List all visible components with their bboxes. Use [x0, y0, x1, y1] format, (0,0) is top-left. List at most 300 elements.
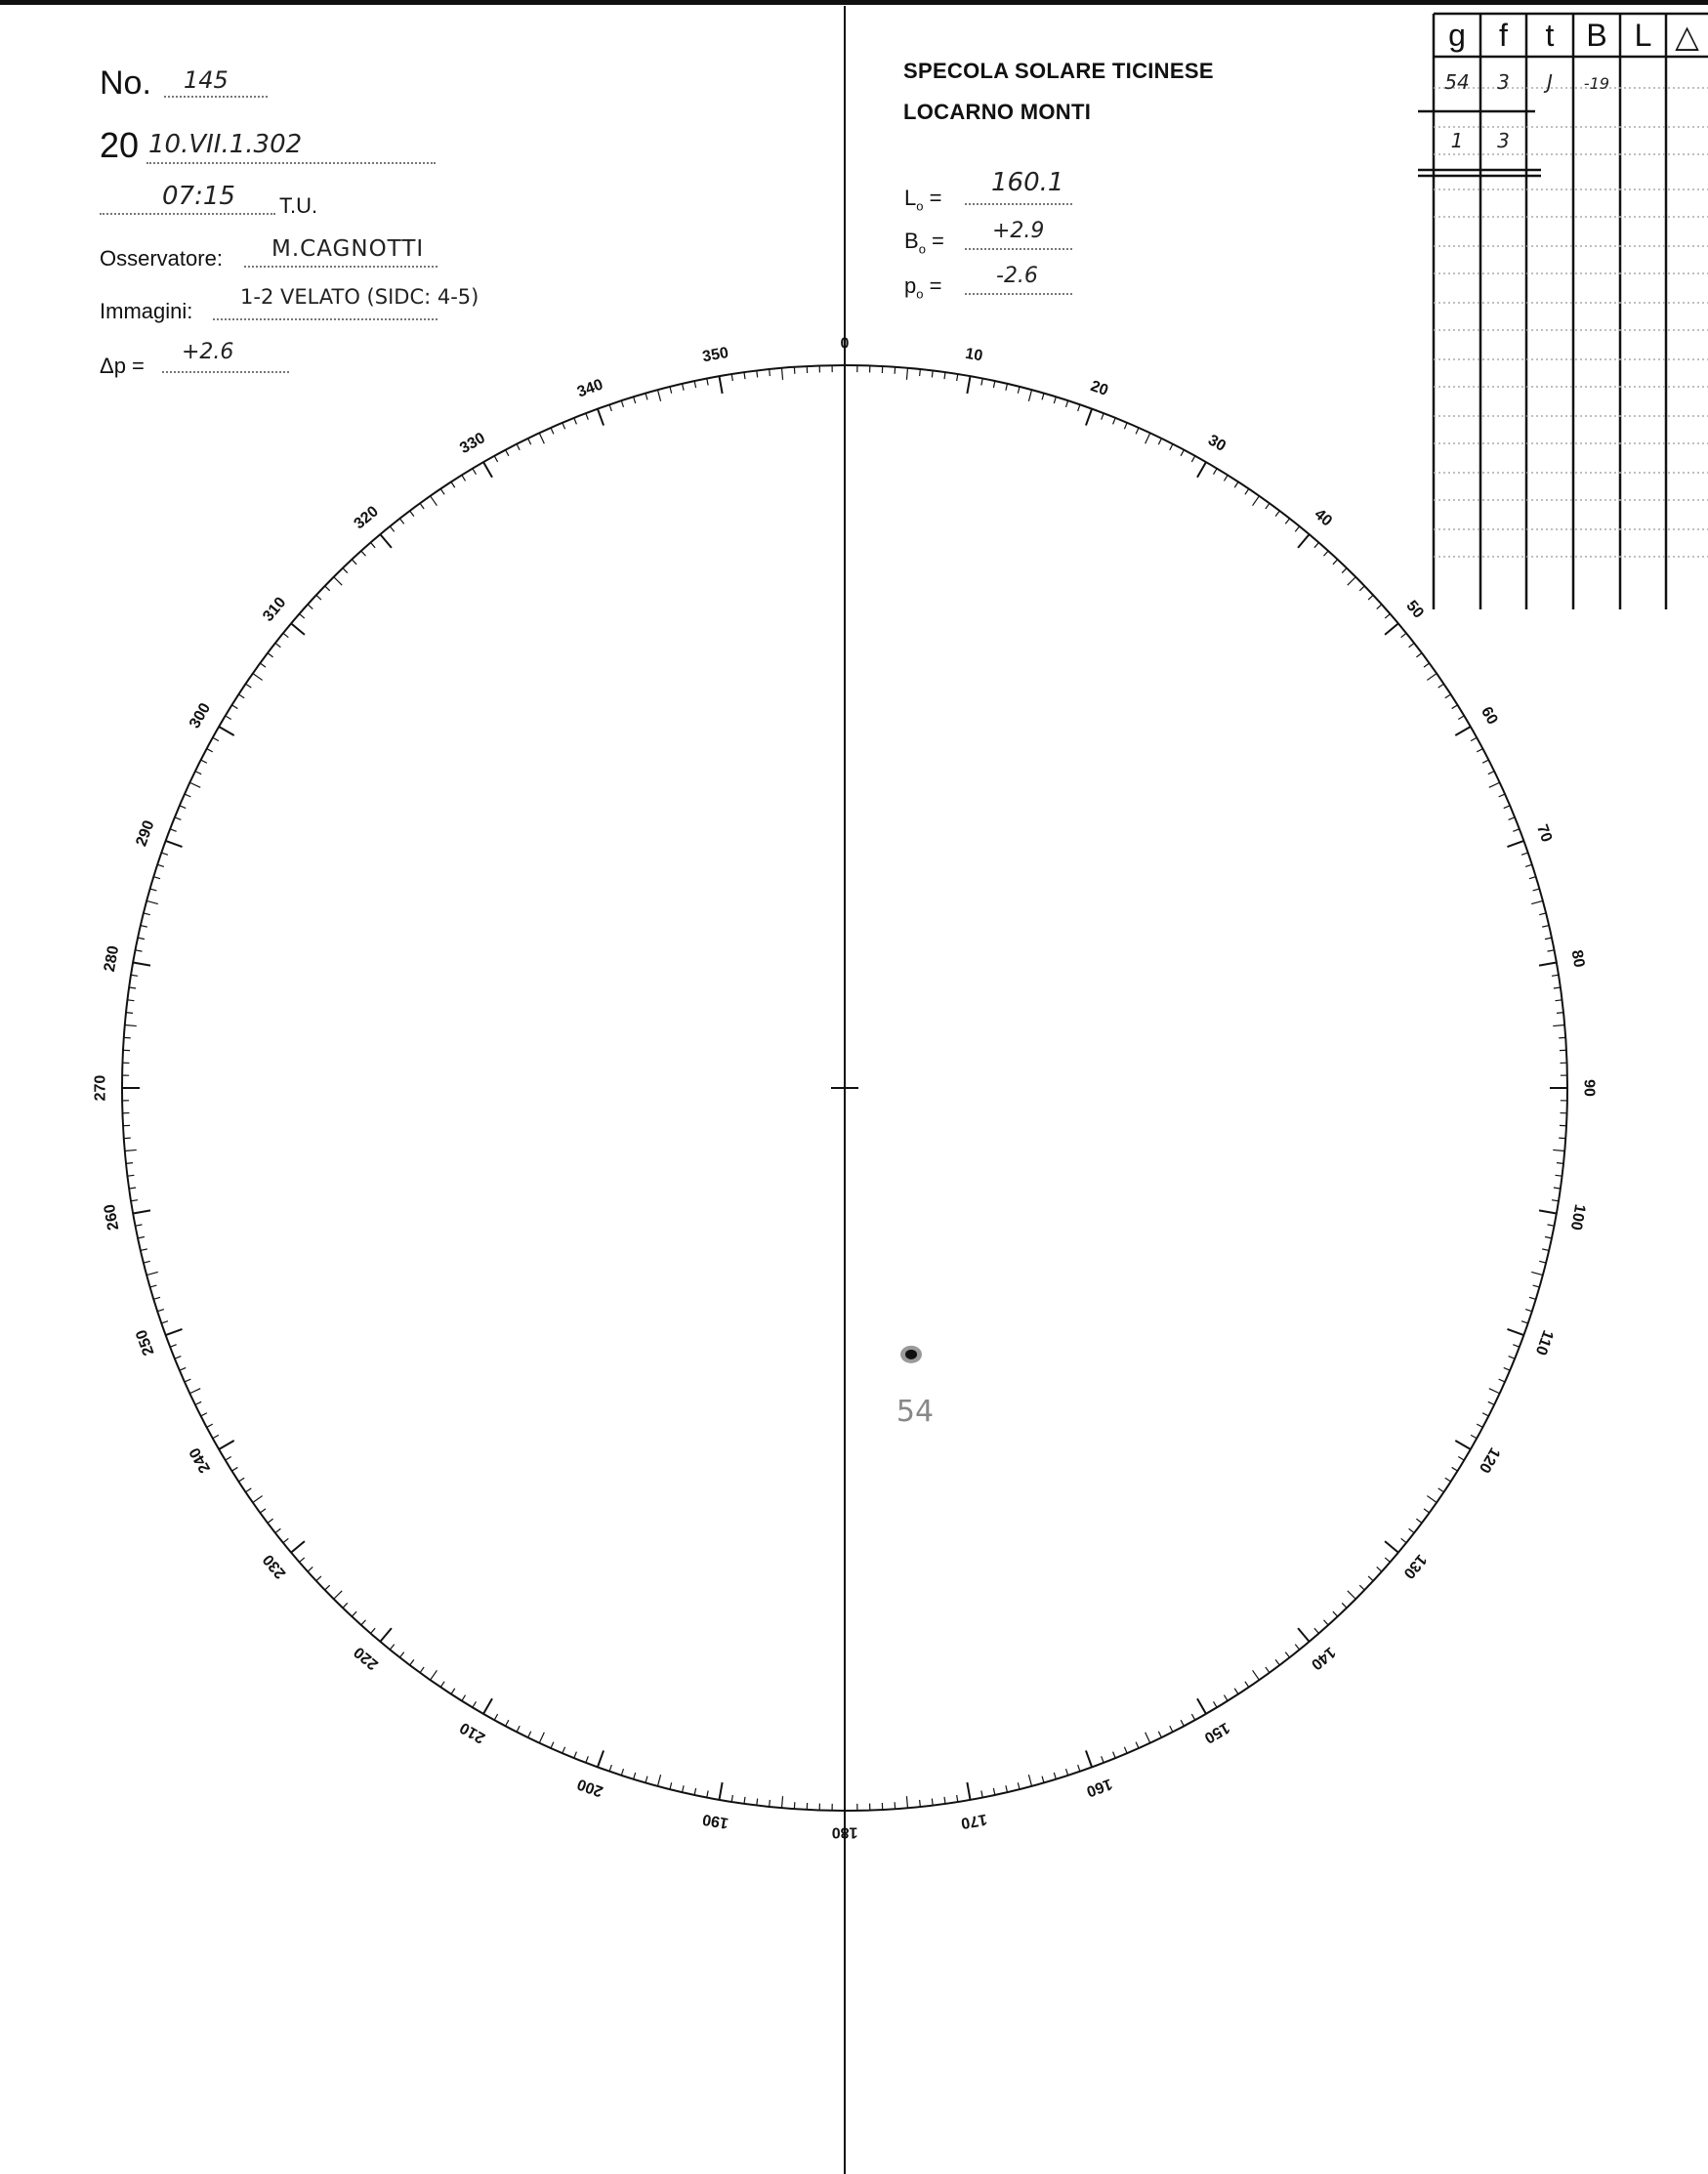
degree-tick [133, 1210, 150, 1213]
degree-tick [1385, 623, 1398, 635]
degree-tick [586, 413, 589, 420]
degree-tick [562, 423, 565, 429]
degree-tick [1348, 577, 1355, 585]
degree-tick [440, 489, 444, 495]
degree-tick [231, 705, 237, 709]
degree-tick [1525, 864, 1532, 866]
degree-tick [146, 900, 158, 903]
degree-tick [1285, 1652, 1289, 1658]
degree-tick [1191, 1714, 1194, 1720]
degree-tick [1477, 1424, 1482, 1427]
degree-tick [1542, 926, 1549, 928]
degree-tick [195, 1401, 201, 1404]
observatory-location: LOCARNO MONTI [903, 100, 1092, 124]
number-label: No. [100, 64, 151, 102]
degree-tick [138, 1236, 145, 1237]
degree-label: 10 [964, 345, 984, 365]
degree-tick [1521, 853, 1528, 855]
degree-tick [226, 716, 231, 720]
degree-tick [1438, 1488, 1444, 1492]
degree-tick [246, 1488, 252, 1492]
degree-tick [782, 368, 783, 380]
degree-label: 170 [959, 1810, 988, 1832]
degree-label: 80 [1567, 948, 1588, 969]
degree-tick [1401, 633, 1406, 637]
degree-tick [1314, 543, 1319, 548]
degree-tick [1458, 716, 1464, 720]
degree-tick [1424, 1509, 1430, 1513]
degree-tick [1504, 806, 1510, 809]
degree-tick [1245, 1682, 1249, 1688]
degree-tick [757, 371, 758, 378]
degree-label: 90 [1580, 1079, 1598, 1097]
degree-tick [410, 1659, 414, 1665]
degree-tick [126, 1013, 133, 1014]
degree-tick [1146, 1733, 1150, 1743]
degree-tick [253, 1496, 263, 1503]
degree-tick [144, 913, 150, 915]
degree-tick [1553, 1025, 1564, 1026]
degree-tick [1006, 384, 1008, 391]
b0-label: $B_o$ = [904, 229, 944, 257]
degree-tick [316, 1576, 321, 1581]
degree-tick [1342, 568, 1347, 573]
degree-tick [1266, 503, 1270, 509]
degree-tick [670, 1782, 672, 1789]
degree-label: 70 [1533, 822, 1556, 845]
observatory-name: SPECOLA SOLARE TICINESE [903, 59, 1214, 83]
degree-tick [1066, 400, 1068, 407]
degree-label: 260 [101, 1202, 123, 1232]
degree-tick [150, 1285, 157, 1287]
degree-tick [195, 772, 201, 774]
degree-tick [1545, 1236, 1552, 1237]
degree-tick [1086, 1750, 1092, 1767]
degree-tick [906, 368, 907, 380]
degree-tick [352, 560, 356, 564]
images-label: Immagini: [100, 299, 193, 323]
degree-tick [1333, 560, 1338, 564]
degree-tick [153, 1297, 160, 1299]
degree-tick [352, 1611, 356, 1616]
degree-label: 290 [133, 817, 158, 849]
degree-tick [1181, 450, 1184, 456]
degree-tick [528, 439, 531, 444]
degree-tick [1556, 1175, 1562, 1176]
degree-tick [621, 1769, 623, 1776]
degree-tick [646, 394, 647, 400]
degree-label: 150 [1201, 1718, 1232, 1746]
degree-tick [1554, 1188, 1561, 1189]
degree-tick [1401, 1538, 1406, 1542]
degree-tick [657, 1775, 660, 1786]
degree-label: 280 [101, 944, 123, 974]
degree-tick [1385, 614, 1390, 619]
degree-tick [683, 384, 685, 391]
degree-tick [308, 1567, 312, 1571]
degree-tick [325, 586, 330, 591]
degree-tick [260, 663, 266, 667]
degree-tick [219, 727, 234, 735]
degree-tick [131, 1200, 138, 1201]
degree-tick [1488, 772, 1494, 774]
degree-tick [1348, 1591, 1355, 1599]
degree-tick [390, 1645, 394, 1650]
degree-tick [1548, 1225, 1555, 1226]
degree-tick [1214, 1701, 1218, 1707]
degree-tick [646, 1777, 647, 1783]
degree-tick [462, 475, 466, 481]
degree-tick [551, 428, 554, 434]
degree-tick [1214, 469, 1218, 475]
degree-tick [410, 511, 414, 517]
date-value: 10.VII.1.302 [148, 130, 303, 159]
degree-tick [694, 381, 695, 388]
p0-label: $p_o$ = [904, 273, 942, 302]
table-header-g: g [1448, 18, 1466, 53]
degree-tick [670, 387, 672, 394]
degree-tick [291, 623, 305, 635]
degree-tick [539, 433, 544, 443]
delta-p-label: Δp = [100, 354, 145, 378]
degree-label: 20 [1088, 377, 1110, 399]
degree-tick [1170, 1726, 1173, 1732]
degree-tick [720, 376, 723, 394]
degree-tick [1028, 390, 1031, 401]
degree-tick [129, 1188, 136, 1189]
degree-tick [180, 806, 186, 809]
degree-tick [657, 390, 660, 401]
degree-tick [483, 462, 492, 478]
degree-tick [207, 1424, 213, 1427]
degree-tick [957, 1795, 958, 1802]
degree-tick [920, 369, 921, 376]
degree-tick [361, 1620, 366, 1625]
degree-tick [1124, 1747, 1127, 1753]
degree-tick [539, 1733, 544, 1743]
degree-tick [1054, 1773, 1056, 1779]
degree-label: 100 [1566, 1202, 1589, 1232]
degree-tick [153, 877, 160, 879]
degree-tick [275, 643, 281, 647]
degree-label: 180 [831, 1823, 858, 1841]
degree-tick [1066, 1769, 1068, 1776]
degree-tick [420, 503, 424, 509]
degree-tick [1499, 1379, 1505, 1382]
degree-tick [770, 1800, 771, 1807]
degree-tick [1557, 1163, 1563, 1164]
degree-tick [744, 372, 745, 379]
sunspot-umbra [905, 1350, 917, 1359]
degree-tick [1018, 387, 1020, 394]
degree-tick [185, 1379, 190, 1382]
table-cell-type: J [1547, 70, 1553, 94]
degree-tick [462, 1695, 466, 1701]
degree-tick [1552, 1200, 1559, 1201]
table-cell-f-total: 3 [1497, 129, 1510, 152]
degree-tick [683, 1785, 685, 1792]
table-header-l: L [1634, 18, 1652, 53]
degree-tick [1197, 462, 1206, 478]
degree-label: 320 [351, 503, 382, 533]
degree-tick [1295, 1645, 1299, 1650]
degree-tick [1042, 1777, 1044, 1783]
degree-tick [1513, 1345, 1520, 1348]
degree-tick [598, 1750, 604, 1767]
degree-tick [166, 841, 183, 847]
degree-label: 300 [187, 700, 215, 732]
observer-label: Osservatore: [100, 246, 223, 271]
degree-tick [1113, 1752, 1116, 1758]
degree-tick [707, 1791, 708, 1798]
degree-tick [574, 1752, 577, 1758]
degree-tick [1158, 1732, 1161, 1737]
degree-tick [1385, 1558, 1390, 1563]
degree-tick [494, 1714, 497, 1720]
degree-tick [1424, 663, 1430, 667]
degree-tick [334, 577, 342, 585]
degree-tick [1529, 1297, 1536, 1299]
degree-tick [1482, 1413, 1488, 1416]
degree-tick [1285, 519, 1289, 524]
degree-label: 110 [1531, 1327, 1557, 1358]
degree-tick [506, 450, 509, 456]
degree-tick [1078, 1765, 1080, 1772]
degree-tick [1102, 1756, 1104, 1763]
degree-label: 30 [1205, 432, 1229, 455]
degree-tick [562, 1747, 565, 1753]
degree-label: 350 [701, 344, 730, 366]
degree-tick [720, 1782, 723, 1800]
degree-tick [967, 1782, 970, 1800]
degree-tick [1489, 1389, 1500, 1394]
degree-tick [1124, 423, 1127, 429]
b0-value: +2.9 [992, 219, 1045, 243]
degree-tick [506, 1720, 509, 1726]
degree-tick [231, 1467, 237, 1471]
table-header-t: t [1545, 18, 1555, 53]
degree-tick [161, 853, 168, 855]
degree-tick [380, 1628, 392, 1642]
degree-tick [1146, 433, 1150, 443]
degree-tick [238, 1478, 244, 1482]
degree-tick [213, 1435, 219, 1438]
degree-tick [1554, 987, 1561, 988]
degree-label: 130 [1399, 1551, 1430, 1582]
degree-tick [1314, 1628, 1319, 1633]
observer-value: M.CAGNOTTI [271, 236, 425, 262]
degree-tick [1471, 1435, 1477, 1438]
degree-tick [473, 469, 477, 475]
degree-tick [1368, 1576, 1373, 1581]
degree-tick [1509, 1357, 1515, 1359]
time-unit: T.U. [279, 193, 318, 218]
degree-tick [189, 782, 200, 787]
degree-tick [1368, 595, 1373, 600]
degree-tick [517, 1726, 520, 1732]
degree-tick [1427, 674, 1437, 681]
degree-tick [932, 371, 933, 378]
degree-tick [253, 674, 263, 681]
degree-tick [967, 376, 970, 394]
degree-tick [1086, 409, 1092, 426]
degree-tick [1409, 1528, 1415, 1532]
degree-tick [1552, 975, 1559, 976]
degree-tick [207, 749, 213, 752]
degree-tick [1342, 1603, 1347, 1608]
degree-tick [1533, 1285, 1540, 1287]
degree-tick [1504, 1367, 1510, 1370]
sunspot-group [896, 1346, 934, 1429]
l0-value: 160.1 [991, 168, 1064, 197]
degree-tick [213, 737, 219, 740]
degree-tick [957, 374, 958, 381]
degree-tick [125, 1025, 137, 1026]
degree-tick [920, 1800, 921, 1807]
degree-tick [634, 397, 636, 403]
degree-tick [175, 1357, 181, 1359]
degree-tick [1224, 1695, 1228, 1701]
degree-tick [598, 409, 604, 426]
degree-tick [1234, 1689, 1238, 1694]
degree-tick [136, 950, 143, 951]
degree-tick [1471, 737, 1477, 740]
degree-tick [770, 369, 771, 376]
degree-tick [944, 372, 945, 379]
images-value: 1-2 VELATO (SIDC: 4-5) [240, 285, 479, 309]
degree-tick [1458, 1457, 1464, 1461]
degree-tick [1224, 475, 1228, 481]
degree-tick [1253, 496, 1260, 506]
degree-tick [1539, 913, 1546, 915]
degree-tick [1539, 1210, 1557, 1213]
degree-tick [189, 1389, 200, 1394]
degree-tick [1455, 727, 1471, 735]
degree-tick [1445, 694, 1451, 698]
degree-tick [528, 1732, 531, 1737]
degree-tick [473, 1701, 477, 1707]
degree-tick [219, 1441, 234, 1449]
degree-tick [609, 1765, 611, 1772]
degree-tick [440, 1682, 444, 1688]
degree-tick [451, 481, 455, 487]
degree-tick [707, 379, 708, 386]
degree-tick [380, 534, 392, 548]
degree-tick [1377, 605, 1382, 609]
degree-tick [291, 1541, 305, 1553]
degree-label: 190 [701, 1810, 730, 1832]
degree-tick [343, 568, 348, 573]
degree-tick [343, 1603, 348, 1608]
degree-tick [1531, 1272, 1543, 1275]
degree-tick [993, 381, 994, 388]
degree-tick [144, 1261, 150, 1263]
degree-tick [694, 1788, 695, 1795]
degree-tick [1452, 705, 1458, 709]
degree-label: 340 [574, 376, 605, 401]
degree-tick [1452, 1467, 1458, 1471]
degree-tick [1513, 829, 1520, 832]
degree-tick [300, 1558, 305, 1563]
degree-tick [1359, 1585, 1364, 1590]
degree-tick [131, 975, 138, 976]
degree-tick [1078, 404, 1080, 411]
degree-tick [129, 987, 136, 988]
degree-tick [757, 1799, 758, 1806]
degree-tick [308, 605, 312, 609]
degree-tick [1531, 900, 1543, 903]
degree-tick [1295, 526, 1299, 531]
degree-tick [1416, 1519, 1422, 1523]
degree-tick [1556, 1000, 1562, 1001]
degree-tick [932, 1799, 933, 1806]
degree-tick [1191, 456, 1194, 462]
degree-tick [1445, 1478, 1451, 1482]
degree-tick [157, 864, 164, 866]
degree-tick [731, 1795, 732, 1802]
degree-tick [1158, 439, 1161, 444]
degree-tick [451, 1689, 455, 1694]
degree-tick [1136, 1742, 1139, 1748]
degree-tick [551, 1742, 554, 1748]
degree-tick [1438, 684, 1444, 688]
degree-tick [128, 1000, 135, 1001]
degree-tick [150, 889, 157, 891]
l0-label: $L_o$ = [904, 186, 942, 214]
degree-tick [128, 1175, 135, 1176]
degree-tick [1333, 1611, 1338, 1616]
degree-tick [268, 653, 273, 657]
degree-label: 140 [1308, 1643, 1339, 1673]
degree-tick [1477, 749, 1482, 752]
degree-tick [371, 543, 376, 548]
table-header-f: f [1499, 18, 1508, 53]
degree-tick [1525, 1310, 1532, 1312]
degree-tick [371, 1628, 376, 1633]
degree-tick [634, 1773, 636, 1779]
degree-tick [170, 1345, 177, 1348]
degree-tick [170, 829, 177, 832]
degree-tick [268, 1519, 273, 1523]
degree-tick [157, 1310, 164, 1312]
degree-tick [517, 444, 520, 450]
degree-tick [1548, 950, 1555, 951]
degree-label: 120 [1475, 1444, 1503, 1476]
year-prefix: 20 [100, 125, 140, 165]
degree-tick [1006, 1785, 1008, 1792]
degree-tick [201, 1413, 207, 1416]
degree-tick [1507, 1329, 1523, 1335]
degree-tick [1409, 643, 1415, 647]
degree-tick [1298, 1628, 1310, 1642]
degree-tick [283, 1538, 288, 1542]
degree-tick [586, 1756, 589, 1763]
table-cell-f: 3 [1497, 70, 1510, 94]
degree-tick [146, 1272, 158, 1275]
degree-tick [1539, 1261, 1546, 1263]
p0-value: -2.6 [996, 264, 1038, 288]
degree-tick [1482, 760, 1488, 763]
degree-tick [1323, 551, 1328, 556]
degree-tick [300, 614, 305, 619]
degree-tick [731, 374, 732, 381]
degree-tick [1488, 1401, 1494, 1404]
degree-tick [1427, 1496, 1437, 1503]
degree-tick [161, 1321, 168, 1323]
degree-tick [1509, 817, 1515, 820]
degree-label: 230 [260, 1551, 290, 1582]
degree-tick [1170, 444, 1173, 450]
